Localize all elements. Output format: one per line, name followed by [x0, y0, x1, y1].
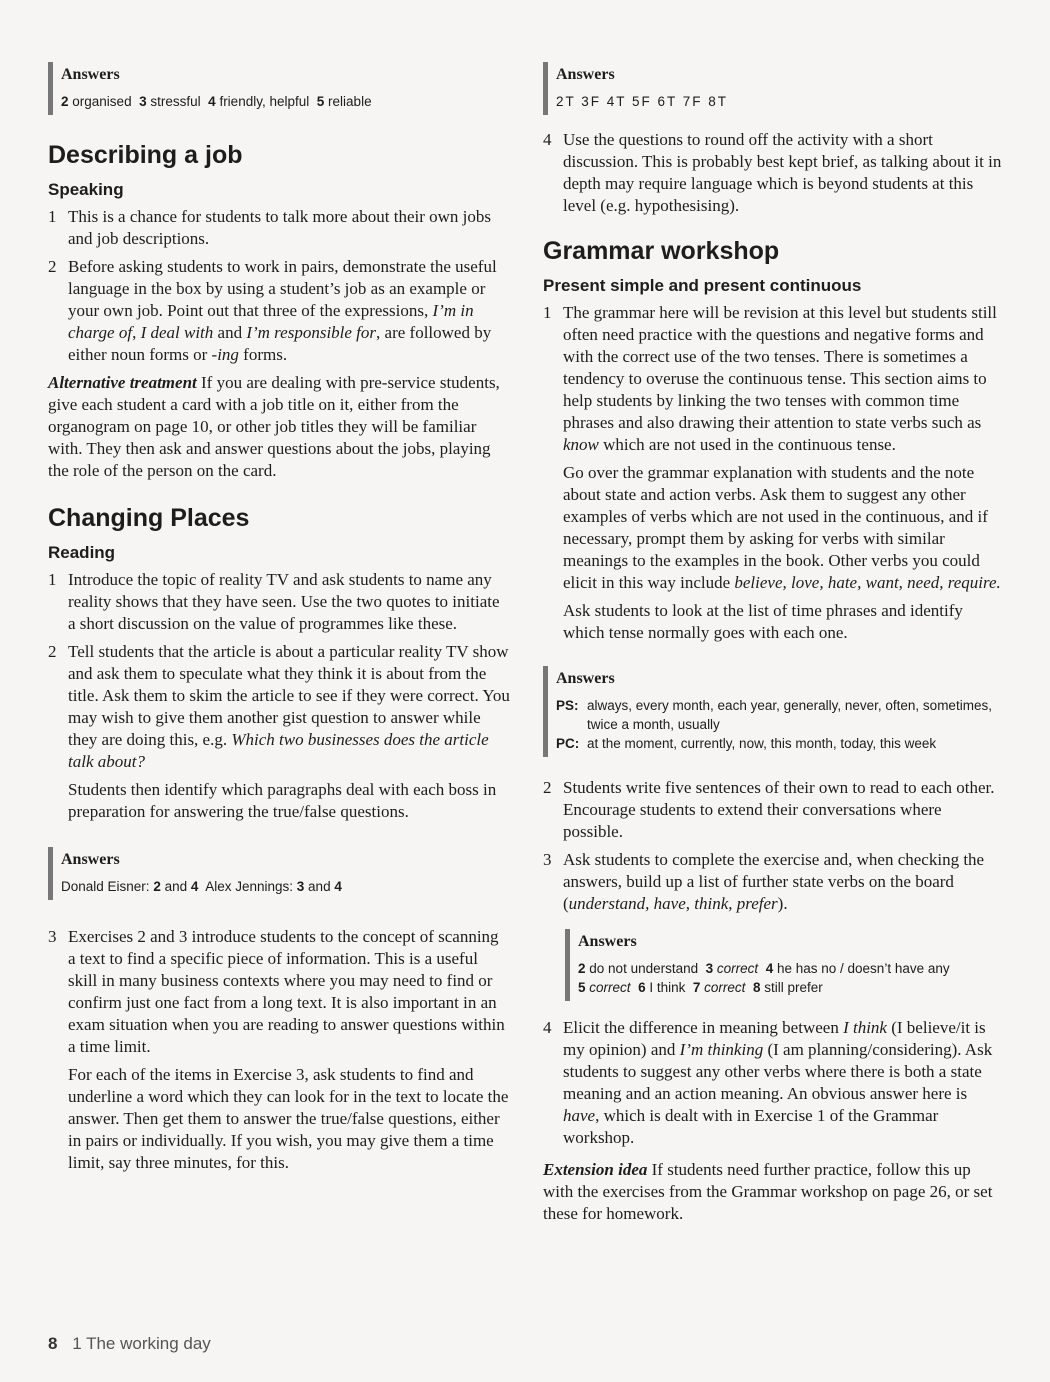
answers-label: Answers [578, 933, 637, 950]
answers-label: Answers [61, 851, 120, 868]
answers-label: Answers [556, 670, 615, 687]
list-item: 2 Students write five sentences of their own to read to each other. Encourage students to extend their conversations where possible. [543, 778, 995, 841]
answers-line: 2T 3F 4T 5F 6T 7F 8T [556, 94, 729, 109]
heading-changing-places: Changing Places [48, 504, 250, 532]
list-item: 3 Ask students to complete the exercise and, when checking the answers, build up a list of further state verbs on the board (understand, have, think, prefer). [543, 850, 985, 913]
list-item: 1 Introduce the topic of reality TV and ask students to name any reality shows that they have seen. Use the two quotes to initiate a short discussion on the value of programmes like these. [48, 570, 500, 633]
chapter-title: 1 The working day [72, 1334, 211, 1353]
answers-line-pc: PC: at the moment, currently, now, this month, today, this week [556, 736, 937, 751]
answers-line: 2 organised 3 stressful 4 friendly, helpful 5 reliable [61, 94, 372, 109]
list-item: 1 The grammar here will be revision at this level but students still often need practice with the questions and negative forms and with the correct use of the two tenses. There is sometimes a tendency to overuse the continuous tense. This section aims to help students by linking the two tenses with common time phrases and also drawing their attention to state verbs such as know which are not used in the continuous tense. Go over the grammar explanation with students and the note about state and action verbs. Ask them to suggest any other examples of verbs which are not used in the continuous, and if necessary, prompt them by asking for verbs with similar meanings to the examples in the book. Other verbs you could elicit in this way include believe, love, hate, want, need, require. Ask students to look at the list of time phrases and identify which tense normally goes with each one. [543, 303, 1001, 642]
list-item: 4 Elicit the difference in meaning between I think (I believe/it is my opinion) and I’m thinking (I am planning/considering). Ask students to suggest any other verbs where there is both a state meaning and an action meaning. An obvious answer here is have, which is dealt with in Exercise 1 of the Grammar workshop. [543, 1018, 993, 1147]
answers-line: 5 correct 6 I think 7 correct 8 still prefer [578, 980, 823, 995]
extension-idea: Extension idea If students need further practice, follow this up with the exercises from the Grammar workshop on page 26, or set these for homework. [543, 1160, 993, 1223]
subheading-present-simple: Present simple and present continuous [543, 276, 862, 295]
list-item: 3 Exercises 2 and 3 introduce students to the concept of scanning a text to find a specific piece of information. This is a useful skill in many business contexts where you may need to find or confirm just one fact from a long text. It is also important in an exam situation when you are reading to answer questions within a time limit. For each of the items in Exercise 3, ask students to find and underline a word which they can look for in the text to locate the answer. Then get them to answer the true/false questions, either in pairs or individually. If you wish, you may give them a time limit, say three minutes, for this. [48, 927, 509, 1172]
list-item: 4 Use the questions to round off the activity with a short discussion. This is probably best kept brief, as talking about it in depth may require language which is beyond students at this level (e.g. hypothesising). [543, 130, 1002, 215]
answers-box-adjectives [48, 62, 510, 115]
left-column [48, 62, 510, 1186]
subheading-reading: Reading [48, 543, 116, 562]
alternative-treatment: Alternative treatment If you are dealing with pre-service students, give each student a card with a job title on it, either from the organogram on page 10, or other job titles they will be familiar with. They then ask and answer questions about the jobs, playing the role of the person on the card. [48, 373, 500, 480]
answers-box-bosses [48, 847, 510, 900]
answers-label: Answers [556, 66, 615, 83]
right-column [543, 62, 1005, 1231]
answers-line: 2 do not understand 3 correct 4 he has no / doesn’t have any [578, 961, 950, 976]
answers-line: Donald Eisner: 2 and 4 Alex Jennings: 3 and 4 [61, 879, 342, 894]
list-item: 2 Tell students that the article is about a particular reality TV show and ask them to speculate what they think it is about from the title. Ask them to skim the article to see if they were correct. You may wish to give them another gist question to answer while they are doing this, e.g. Which two businesses does the article talk about? Students then identify which paragraphs deal with each boss in preparation for answering the true/false questions. [48, 642, 510, 821]
answers-label: Answers [61, 66, 120, 83]
answers-box-tenses [543, 666, 1005, 757]
list-item: 2 Before asking students to work in pairs, demonstrate the useful language in the box by using a student’s job as an example or your own job. Point out that three of the expressions, I’m in charge of, I deal with and I’m responsible for, are followed by either noun forms or -ing forms. [48, 257, 497, 364]
heading-grammar-workshop: Grammar workshop [543, 237, 780, 265]
answers-line-ps: PS: always, every month, each year, generally, never, often, sometimes, twice a month, usually [556, 698, 992, 732]
heading-describing-a-job: Describing a job [48, 141, 243, 169]
answers-box-true-false [543, 62, 1005, 115]
answers-box-state-verbs [565, 929, 1005, 1001]
subheading-speaking: Speaking [48, 180, 124, 199]
page-number: 8 [48, 1334, 58, 1353]
list-item: 1 This is a chance for students to talk more about their own jobs and job descriptions. [48, 207, 492, 248]
page-footer [48, 1334, 211, 1354]
